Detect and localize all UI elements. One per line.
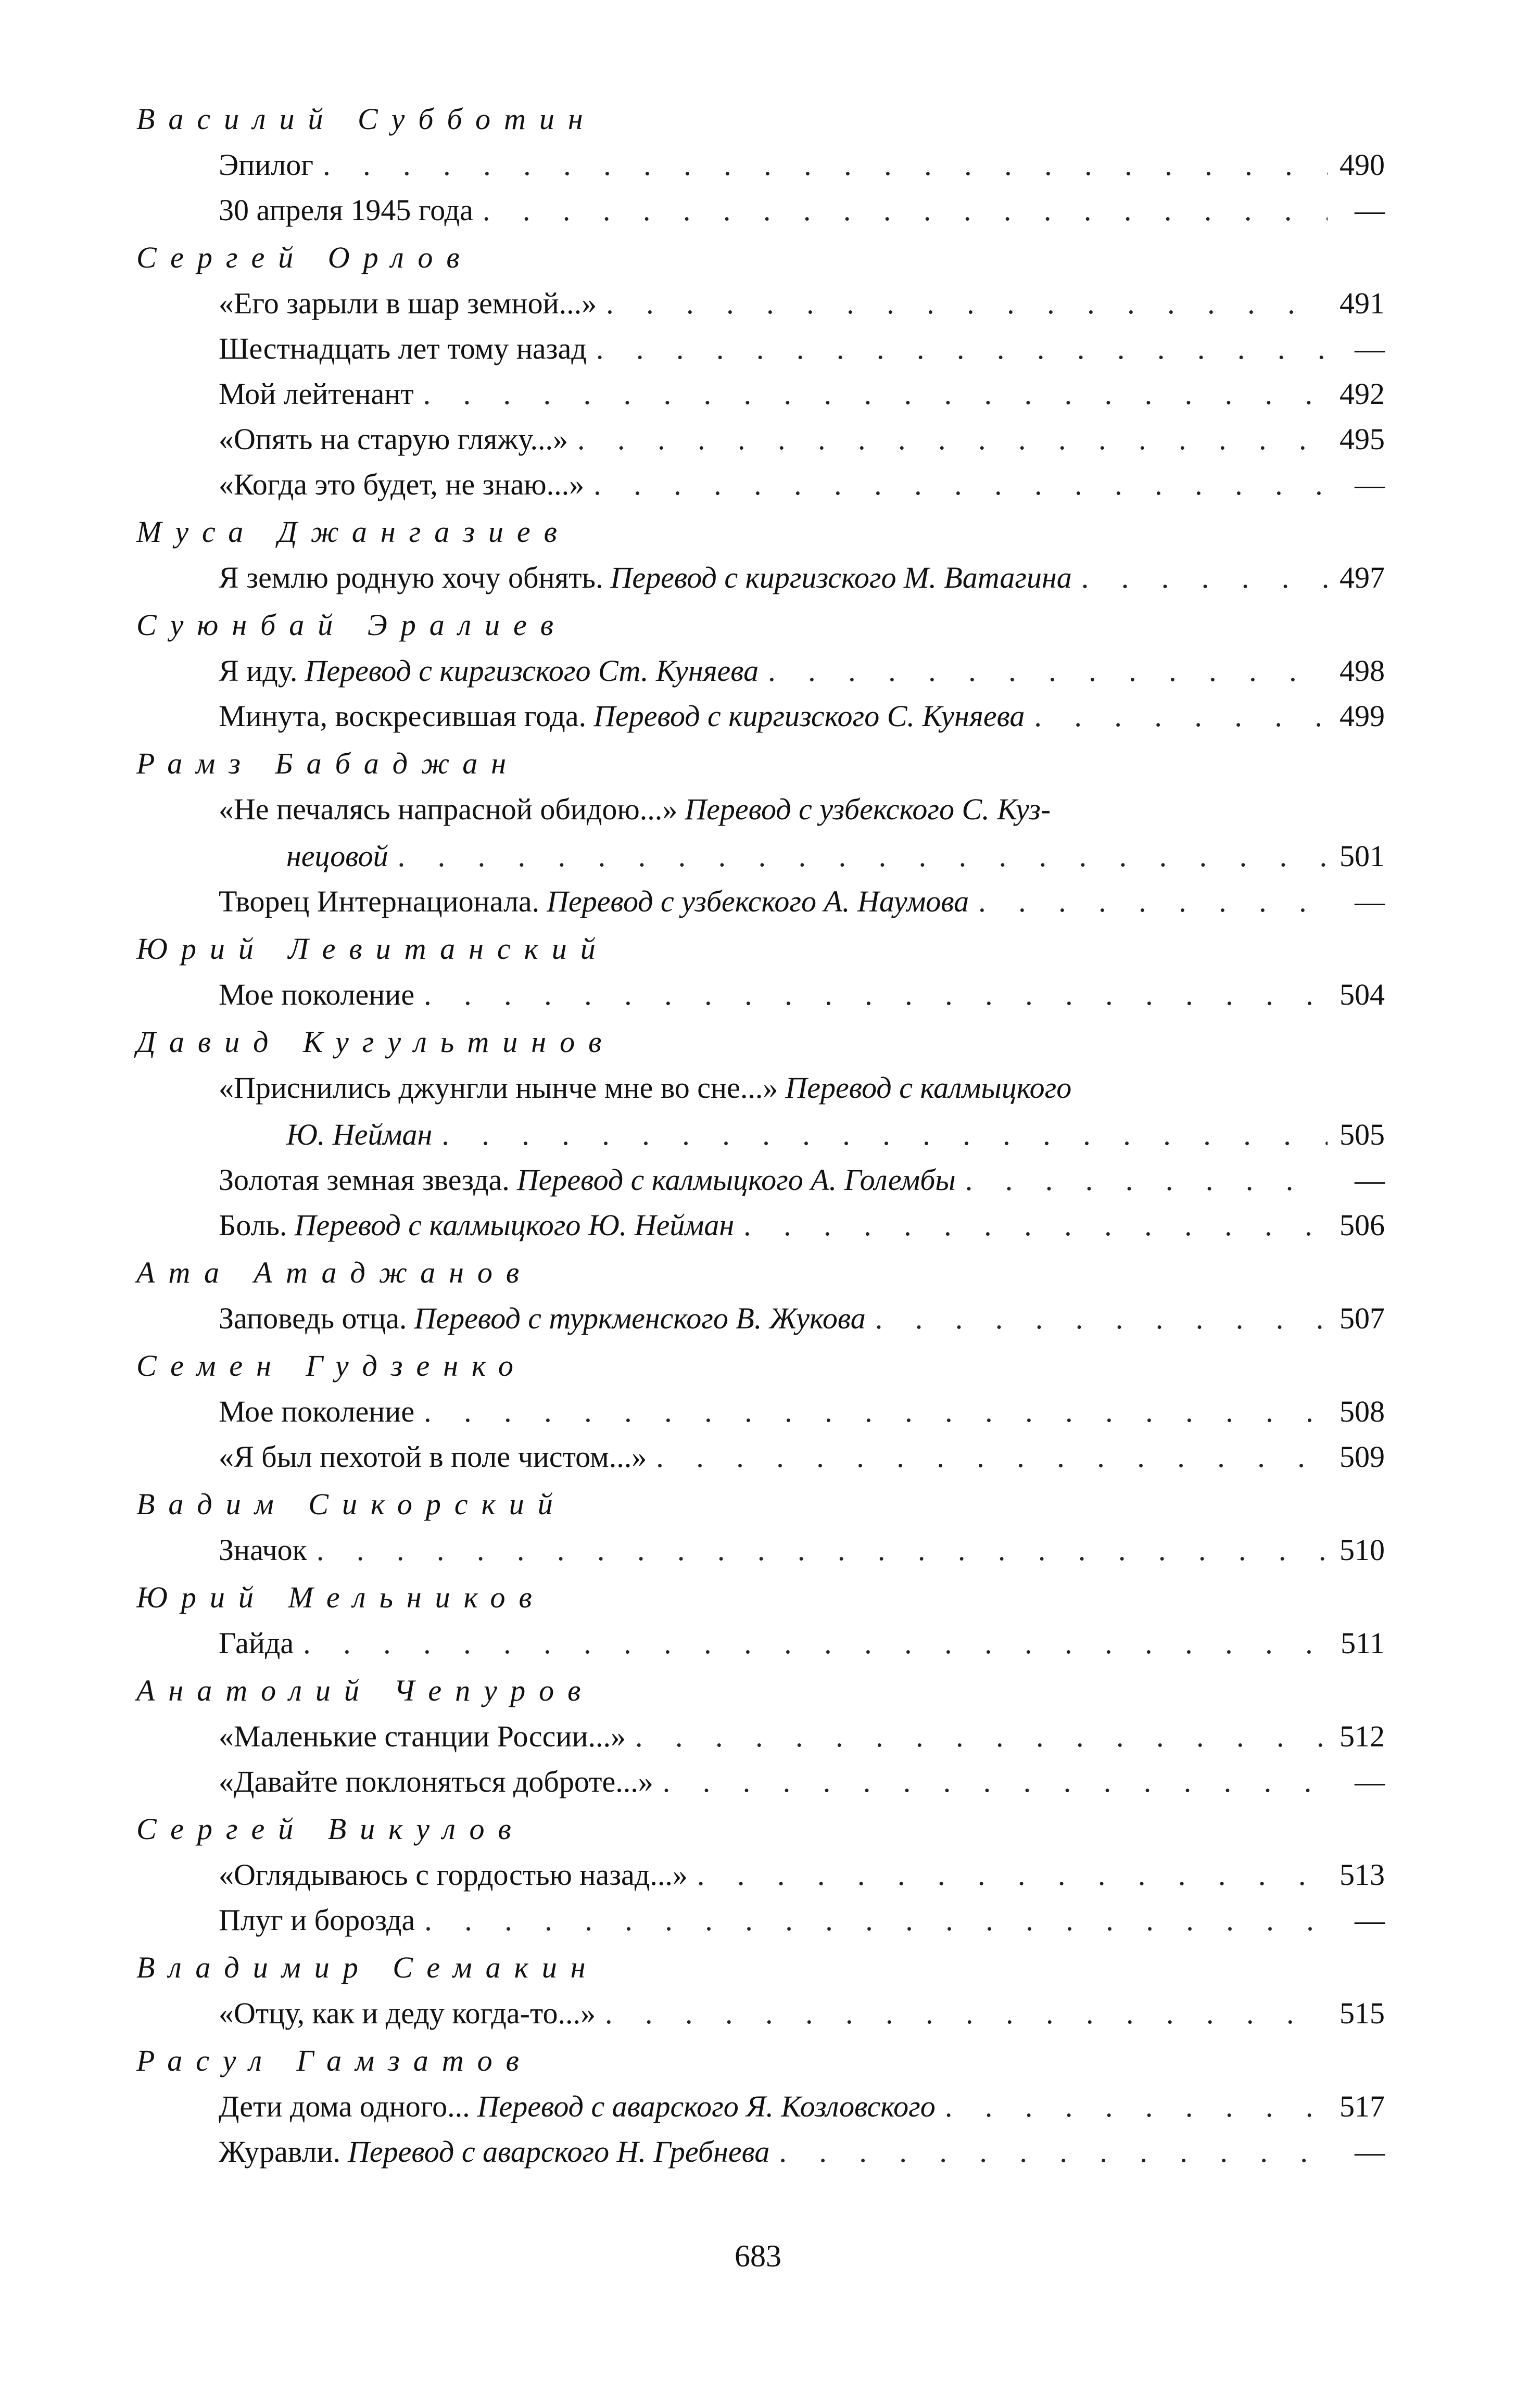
- toc-entry: [219, 884, 1385, 918]
- translation-note: Перевод с калмыцкого А. Голембы: [516, 1163, 956, 1197]
- translation-note: Перевод с киргизского М. Ватагина: [610, 561, 1072, 594]
- entry-title: Плуг и борозда: [219, 1903, 415, 1937]
- toc-entry-line: [219, 150, 1359, 180]
- entry-title: 30 апреля 1945 года: [219, 193, 473, 227]
- toc-entry: [219, 1071, 1385, 1151]
- toc-entry: [219, 1626, 1385, 1660]
- translation-note: Перевод с киргизского С. Куняева: [593, 699, 1025, 733]
- dot-leader: [978, 886, 1328, 917]
- toc-entry-line: [219, 2137, 1359, 2167]
- entry-title: «Когда это будет, не знаю...»: [219, 467, 585, 501]
- toc-entry: [219, 1208, 1385, 1242]
- page-ref: —: [1355, 467, 1385, 501]
- toc-entry: [219, 1719, 1385, 1753]
- toc-entry: [219, 467, 1385, 501]
- entry-title: Боль.: [219, 1208, 287, 1242]
- entry-continuation: нецовой: [286, 839, 388, 873]
- translation-note: Перевод с туркменского В. Жукова: [414, 1301, 866, 1335]
- page-ref: 491: [1340, 286, 1385, 320]
- entry-title: Мое поколение: [219, 1395, 415, 1428]
- toc-entry: [219, 332, 1385, 365]
- entry-title: «Опять на старую гляжу...»: [219, 422, 568, 456]
- entry-title: Гайда: [219, 1626, 294, 1660]
- author-name: Ата Атаджанов: [136, 1256, 533, 1289]
- dot-leader: [656, 1442, 1328, 1472]
- author-name: Суюнбай Эралиев: [136, 608, 567, 642]
- toc-entry: [219, 978, 1385, 1011]
- page-ref: —: [1355, 193, 1385, 227]
- toc-entry: [219, 1533, 1385, 1567]
- page-ref: 495: [1340, 422, 1385, 456]
- dot-leader: [779, 2137, 1328, 2167]
- page-ref: —: [1355, 884, 1385, 918]
- toc-entry: [219, 377, 1385, 411]
- author-name: Сергей Орлов: [136, 240, 473, 274]
- toc-entry: [219, 1765, 1385, 1798]
- page-ref: 507: [1340, 1301, 1385, 1335]
- toc-entry-line: [219, 794, 1359, 825]
- page-ref: 490: [1340, 148, 1385, 182]
- page-ref: 510: [1340, 1533, 1385, 1567]
- dot-leader: [768, 656, 1328, 686]
- page-ref: —: [1355, 1163, 1385, 1197]
- dot-leader: [596, 334, 1328, 364]
- dot-leader: [697, 1860, 1328, 1890]
- entry-title: Мой лейтенант: [219, 377, 414, 411]
- toc-entry-line: [219, 980, 1359, 1010]
- toc-entry-line: [219, 1860, 1359, 1890]
- toc-entry-line: [219, 467, 1359, 501]
- dot-leader: [398, 841, 1328, 871]
- page-ref: 501: [1340, 839, 1385, 873]
- dot-leader: [424, 980, 1328, 1010]
- dot-leader: [441, 1120, 1328, 1150]
- entry-title: «Маленькие станции России...»: [219, 1719, 626, 1753]
- toc-entry-line: [219, 1905, 1359, 1935]
- page-ref: 513: [1340, 1858, 1385, 1892]
- toc-entry: [219, 2135, 1385, 2169]
- dot-leader: [663, 1767, 1328, 1797]
- author-name: Расул Гамзатов: [136, 2044, 533, 2077]
- translation-note: Перевод с калмыцкого: [785, 1071, 1072, 1105]
- page-ref: 499: [1340, 699, 1385, 733]
- toc-entry: [219, 1996, 1385, 2030]
- toc-entry: [219, 193, 1385, 227]
- author-name: Давид Кугультинов: [136, 1025, 615, 1059]
- toc-entry-line: [219, 1998, 1359, 2029]
- toc-entry-line: [219, 1535, 1359, 1565]
- toc-entry: [219, 654, 1385, 688]
- toc-entry-line: [219, 701, 1359, 731]
- page-ref: —: [1355, 1765, 1385, 1798]
- page-ref: 508: [1340, 1395, 1385, 1428]
- dot-leader: [945, 2092, 1328, 2122]
- toc-entry-line: [219, 288, 1359, 319]
- author-name: Вадим Сикорский: [136, 1487, 566, 1521]
- dot-leader: [424, 1397, 1328, 1427]
- author-name: Владимир Семакин: [136, 1950, 599, 1984]
- dot-leader: [606, 288, 1328, 319]
- page-ref: 512: [1340, 1719, 1385, 1753]
- entry-title: Золотая земная звезда.: [219, 1163, 510, 1197]
- toc-entry: [219, 422, 1385, 456]
- dot-leader: [743, 1210, 1328, 1240]
- toc-entry-line: [219, 1767, 1359, 1797]
- author-name: Рамз Бабаджан: [136, 746, 520, 780]
- author-name: Юрий Левитанский: [136, 932, 609, 966]
- dot-leader: [424, 1905, 1328, 1935]
- dot-leader: [635, 1721, 1328, 1752]
- toc-entry: [219, 1858, 1385, 1892]
- toc-entry-continuation: [219, 841, 1359, 871]
- entry-continuation: Ю. Нейман: [286, 1118, 433, 1151]
- entry-title: «Отцу, как и деду когда-то...»: [219, 1996, 596, 2030]
- toc-entry: [219, 1440, 1385, 1474]
- toc-entry: [219, 1301, 1385, 1335]
- page-number: 683: [735, 2239, 781, 2273]
- page-ref: 511: [1341, 1626, 1385, 1660]
- page-ref: —: [1355, 332, 1385, 365]
- toc-entry: [219, 699, 1385, 733]
- entry-title: «Не печалясь напрасной обидою...»: [219, 792, 678, 826]
- toc-entry-continuation: [219, 1120, 1359, 1150]
- dot-leader: [577, 424, 1328, 454]
- toc-entry-line: [219, 334, 1359, 364]
- entry-title: Эпилог: [219, 148, 314, 182]
- entry-title: Творец Интернационала.: [219, 884, 540, 918]
- translation-note: Перевод с аварского Я. Козловского: [477, 2089, 936, 2123]
- page-ref: 515: [1340, 1996, 1385, 2030]
- toc-entry-line: [219, 886, 1359, 917]
- toc-entry: [219, 1903, 1385, 1937]
- dot-leader: [323, 150, 1328, 180]
- entry-title: «Приснились джунгли нынче мне во сне...»: [219, 1071, 778, 1105]
- toc-entry-line: [219, 1073, 1359, 1103]
- author-name: Муса Джангазиев: [136, 515, 571, 549]
- page-ref: 506: [1340, 1208, 1385, 1242]
- toc-entry-line: [219, 1397, 1359, 1427]
- entry-title: Значок: [219, 1533, 307, 1567]
- entry-title: Я землю родную хочу обнять.: [219, 561, 603, 594]
- dot-leader: [965, 1165, 1328, 1195]
- toc-entry-line: [219, 563, 1359, 593]
- page-ref: 492: [1340, 377, 1385, 411]
- author-name: Сергей Викулов: [136, 1812, 525, 1846]
- author-name: Семен Гудзенко: [136, 1349, 527, 1383]
- toc-entry: [219, 561, 1385, 594]
- toc-entry-line: [219, 1210, 1359, 1240]
- dot-leader: [875, 1303, 1328, 1334]
- toc-entry-line: [219, 195, 1359, 225]
- dot-leader: [317, 1535, 1328, 1565]
- page-ref: 509: [1340, 1440, 1385, 1474]
- page-ref: 497: [1340, 561, 1385, 594]
- entry-title: «Оглядываюсь с гордостью назад...»: [219, 1858, 688, 1892]
- translation-note: Перевод с калмыцкого Ю. Нейман: [294, 1208, 735, 1242]
- toc-entry-line: [219, 379, 1359, 409]
- entry-title: Я иду.: [219, 654, 298, 688]
- dot-leader: [303, 1628, 1328, 1658]
- entry-title: Минута, воскресившая года.: [219, 699, 587, 733]
- entry-title: Журавли.: [219, 2135, 340, 2169]
- translation-note: Перевод с аварского Н. Гребнева: [347, 2135, 770, 2169]
- toc-entry-line: [219, 1303, 1359, 1334]
- entry-title: Дети дома одного...: [219, 2089, 470, 2123]
- toc-entry-line: [219, 1442, 1359, 1472]
- page-ref: 504: [1340, 978, 1385, 1011]
- dot-leader: [423, 379, 1328, 409]
- toc-entry: [219, 2089, 1385, 2123]
- entry-title: «Я был пехотой в поле чистом...»: [219, 1440, 647, 1474]
- page-ref: —: [1355, 2135, 1385, 2169]
- toc-entry-line: [219, 1628, 1359, 1658]
- author-name: Анатолий Чепуров: [136, 1674, 595, 1707]
- toc-entry: [219, 1163, 1385, 1197]
- toc-entry-line: [219, 1721, 1359, 1752]
- page-ref: 505: [1340, 1118, 1385, 1151]
- dot-leader: [605, 1998, 1328, 2029]
- toc-entry: [219, 792, 1385, 873]
- page-ref: —: [1355, 1903, 1385, 1937]
- toc-entry-line: [219, 424, 1359, 454]
- translation-note: Перевод с узбекского А. Наумова: [547, 884, 969, 918]
- author-name: Василий Субботин: [136, 102, 597, 136]
- toc-entry: [219, 286, 1385, 320]
- toc-entry-line: [219, 656, 1359, 686]
- toc-entry: [219, 1395, 1385, 1428]
- entry-title: «Давайте поклоняться доброте...»: [219, 1765, 653, 1798]
- translation-note: Перевод с узбекского С. Куз-: [685, 792, 1051, 826]
- toc-entry: [219, 148, 1385, 182]
- dot-leader: [1081, 563, 1328, 593]
- dot-leader: [483, 195, 1328, 225]
- entry-title: Мое поколение: [219, 978, 415, 1011]
- page-ref: 517: [1340, 2089, 1385, 2123]
- entry-title: Шестнадцать лет тому назад: [219, 332, 587, 365]
- author-name: Юрий Мельников: [136, 1580, 546, 1614]
- entry-title: Заповедь отца.: [219, 1301, 407, 1335]
- dot-leader: [593, 470, 1328, 500]
- entry-title: «Его зарыли в шар земной...»: [219, 286, 597, 320]
- toc-entry-line: [219, 1165, 1359, 1195]
- toc-entry-line: [219, 2089, 1359, 2123]
- dot-leader: [1034, 701, 1328, 731]
- page-ref: 498: [1340, 654, 1385, 688]
- translation-note: Перевод с киргизского Ст. Куняева: [305, 654, 759, 688]
